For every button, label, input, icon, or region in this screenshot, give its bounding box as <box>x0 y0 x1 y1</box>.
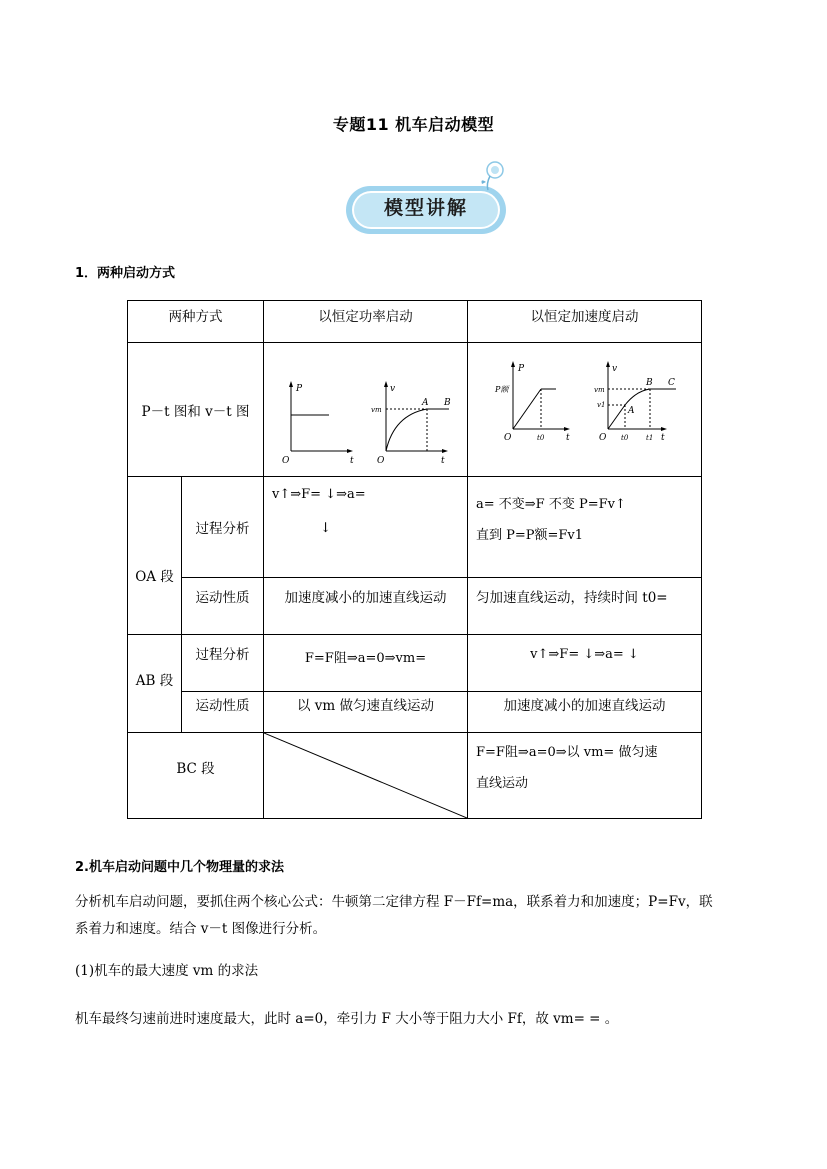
origin-label: O <box>282 456 290 466</box>
header-mode: 两种方式 <box>128 301 264 343</box>
section-heading-2: 2.机车启动问题中几个物理量的求法 <box>75 860 284 875</box>
ab-power-motion: 以 vm 做匀速直线运动 <box>264 692 468 733</box>
comparison-table <box>127 300 702 819</box>
point-c-label: C <box>668 378 675 388</box>
oa-acceleration-motion: 匀加速直线运动，持续时间 t0= <box>468 578 702 635</box>
oa-motion-label: 运动性质 <box>182 578 264 635</box>
ab-power-process: F=F阻⇒a=0⇒vm= <box>264 635 468 692</box>
ab-motion-label: 运动性质 <box>182 692 264 733</box>
paragraph-max-speed-heading: (1)机车的最大速度 vm 的求法 <box>75 963 259 979</box>
p-t-graph-constant-acceleration <box>494 361 570 443</box>
p-t-graph-constant-power <box>282 381 354 466</box>
point-b-label: B <box>646 378 653 388</box>
axis-label-v: v <box>612 364 618 374</box>
v-t-graph-constant-power <box>371 381 451 466</box>
origin-label: O <box>377 456 385 466</box>
ab-acceleration-motion: 加速度减小的加速直线运动 <box>468 692 702 733</box>
diagonal-slash <box>264 733 467 818</box>
oa-segment-label: OA 段 <box>128 477 182 635</box>
header-constant-acceleration: 以恒定加速度启动 <box>468 301 702 343</box>
badge-label: 模型讲解 <box>383 197 468 219</box>
origin-label: O <box>599 433 607 443</box>
axis-label-t: t <box>350 456 354 466</box>
axis-label-t: t <box>441 456 445 466</box>
ab-process-label: 过程分析 <box>182 635 264 692</box>
header-constant-power: 以恒定功率启动 <box>264 301 468 343</box>
oa-power-motion: 加速度减小的加速直线运动 <box>264 578 468 635</box>
graph-row-label: P－t 图和 v－t 图 <box>128 343 264 477</box>
point-b-label: B <box>444 398 451 408</box>
acceleration-mode-graphs <box>468 343 701 476</box>
axis-label-t: t <box>661 433 665 443</box>
axis-label-p: P <box>296 384 303 394</box>
axis-label-t: t <box>566 433 570 443</box>
t0-label: t0 <box>537 434 545 442</box>
oa-power-process: v↑⇒F= ↓⇒a= ↓ <box>264 477 468 578</box>
section-heading-1: 1．两种启动方式 <box>75 266 176 281</box>
axis-label-p: P <box>518 364 525 374</box>
bc-power-empty <box>264 733 468 819</box>
power-graphs-cell <box>264 343 468 477</box>
t1-label: t1 <box>646 434 654 442</box>
paragraph-core-formulas: 分析机车启动问题，要抓住两个核心公式：牛顿第二定律方程 F－Ff=ma，联系着力和加速度；P=Fv，联 系着力和速度。结合 v－t 图像进行分析。 <box>75 894 713 937</box>
power-mode-graphs <box>264 343 467 476</box>
acceleration-graphs-cell <box>468 343 702 477</box>
oa-acceleration-process: a= 不变⇒F 不变 P=Fv↑ 直到 P=P额=Fv1 <box>468 477 702 578</box>
point-a-label: A <box>628 406 635 416</box>
v-t-graph-constant-acceleration <box>594 361 676 443</box>
bc-acceleration-process: F=F阻⇒a=0⇒以 vm= 做匀速 直线运动 <box>468 733 702 819</box>
paragraph-max-speed: 机车最终匀速前进时速度最大，此时 a=0，牵引力 F 大小等于阻力大小 Ff，故 vm= = 。 <box>75 1011 619 1027</box>
axis-label-v: v <box>390 384 396 394</box>
oa-process-label: 过程分析 <box>182 477 264 578</box>
bc-segment-label: BC 段 <box>128 733 264 819</box>
point-a-label: A <box>422 398 429 408</box>
t0-label: t0 <box>621 434 629 442</box>
p-rated-label: P额 <box>495 385 509 394</box>
v1-label: v1 <box>597 401 606 409</box>
vm-label: vm <box>594 386 605 394</box>
page-title: 专题11 机车启动模型 <box>332 115 495 134</box>
ab-acceleration-process: v↑⇒F= ↓⇒a= ↓ <box>468 635 702 692</box>
vm-label: vm <box>371 406 382 414</box>
ab-segment-label: AB 段 <box>128 635 182 733</box>
origin-label: O <box>504 433 512 443</box>
